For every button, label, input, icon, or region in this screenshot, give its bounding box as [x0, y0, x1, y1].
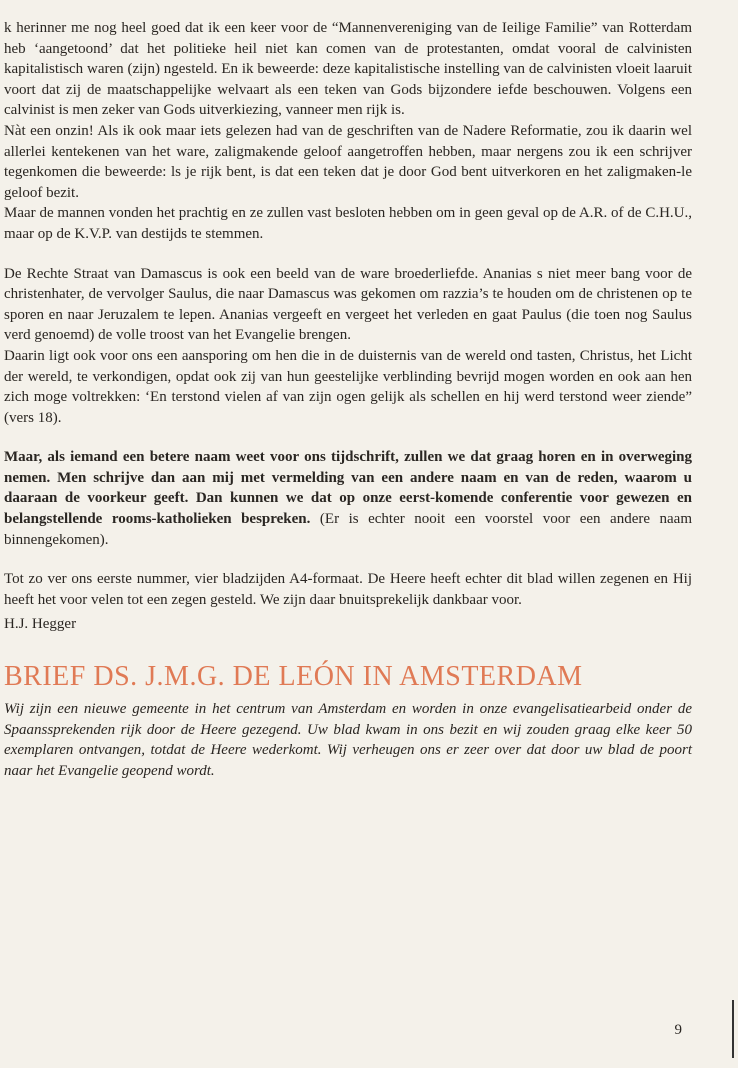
- paragraph-mannen-stemmen: Maar de mannen vonden het prachtig en ze zullen vast besloten hebben om in geen geval op de A.R. of de C.H.U., maar op de K.V.P. van destijds te stemmen.: [4, 205, 692, 242]
- page-number: 9: [674, 1022, 682, 1038]
- paragraph-eerste-nummer: Tot zo ver ons eerste nummer, vier bladzijden A4-formaat. De Heere heeft echter dit blad willen zegenen en Hij heeft het voor velen tot een zegen gesteld. We zijn daar bnuitsprekelijk dankbaar voor.: [4, 571, 692, 608]
- letter-section: [4, 661, 692, 781]
- letter-text: Wij zijn een nieuwe gemeente in het centrum van Amsterdam en worden in onze evangelisatiearbeid onder de Spaanssprekenden rijk door de Heere gezegend. Uw blad kwam in ons bezit en wij zouden graag elke keer 50 exemplaren ontvangen, totdat de Heere wederkomt. Wij verheugen ons er zeer over dat door uw blad de poort naar het Evangelie geopend wordt.: [4, 701, 692, 779]
- paragraph-naam-tijdschrift: [4, 447, 692, 550]
- section-heading: BRIEF DS. J.M.G. DE LEÓN IN AMSTERDAM: [4, 661, 583, 693]
- naam-opmerking: (Er is echter nooit een voorstel voor een andere naam binnengekomen).: [4, 511, 693, 548]
- paragraph-mannenvereniging: k herinner me nog heel goed dat ik een keer voor de “Mannenvereniging van de Ieilige Familie” van Rotterdam heb ‘aangetoond’ dat het politieke heil niet kan comen van de protestanten, omdat vooral de calvinisten kapitalistisch waren (zijn) ngesteld. En ik beweerde: deze kapitalistische instelling van de calvinisten vloeit laaruit voort dat zij de maatschappelijke welvaart als een teken van Gods bijzondere iefde beschouwen. Volgens een calvinist is men zeker van Gods uitverkiezing, vanneer men rijk is.: [4, 20, 692, 119]
- page-edge-mark: [732, 1000, 734, 1058]
- paragraph-onzin: Nàt een onzin! Als ik ook maar iets gelezen had van de geschriften van de Nadere Reformatie, zou ik daarin wel allerlei kentekenen van het ware, zaligmakende geloof aangetroffen hebben, maar nergens zou ik een schrijver tegenkomen die beweerde: ls je rijk bent, is dat een teken dat je door God bent uitverkoren en het zaligmaken-le geloof bezit.: [4, 122, 692, 201]
- paragraph-rechte-straat: De Rechte Straat van Damascus is ook een beeld van de ware broederliefde. Ananias s niet meer bang voor de christenhater, de vervolger Saulus, die naar Damascus was gekomen om razzia’s te houden om de christenen op te sporen en naar Jeruzalem te lepen. Ananias vergeeft en vergeet het verleden en gaat Paulus (die toen nog Saulus verd genoemd) de volle troost van het Evangelie brengen.: [4, 265, 692, 344]
- author-signature: H.J. Hegger: [4, 616, 77, 633]
- paragraph-aansporing: Daarin ligt ook voor ons een aansporing om hen die in de duisternis van de wereld ond tasten, Christus, het Licht der wereld, te verkondigen, opdat ook zij van hun geestelijke verblinding bevrijd mogen worden en ook aan hen zich moge voltrekken: ‘En terstond vielen af van zijn ogen gelijk als schellen en hij werd terstond weer ziende” (vers 18).: [4, 347, 692, 426]
- bold-naam-oproep: Maar, als iemand een betere naam weet voor ons tijdschrift, zullen we dat graag horen en in overweging nemen. Men schrijve dan aan mij met vermelding van een andere naam en van de reden, waarom u daaraan de voorkeur geeft. Dan kunnen we dat op onze eerst-komende conferentie voor gewezen en belangstellende rooms-katholieken bespreken.: [4, 449, 692, 528]
